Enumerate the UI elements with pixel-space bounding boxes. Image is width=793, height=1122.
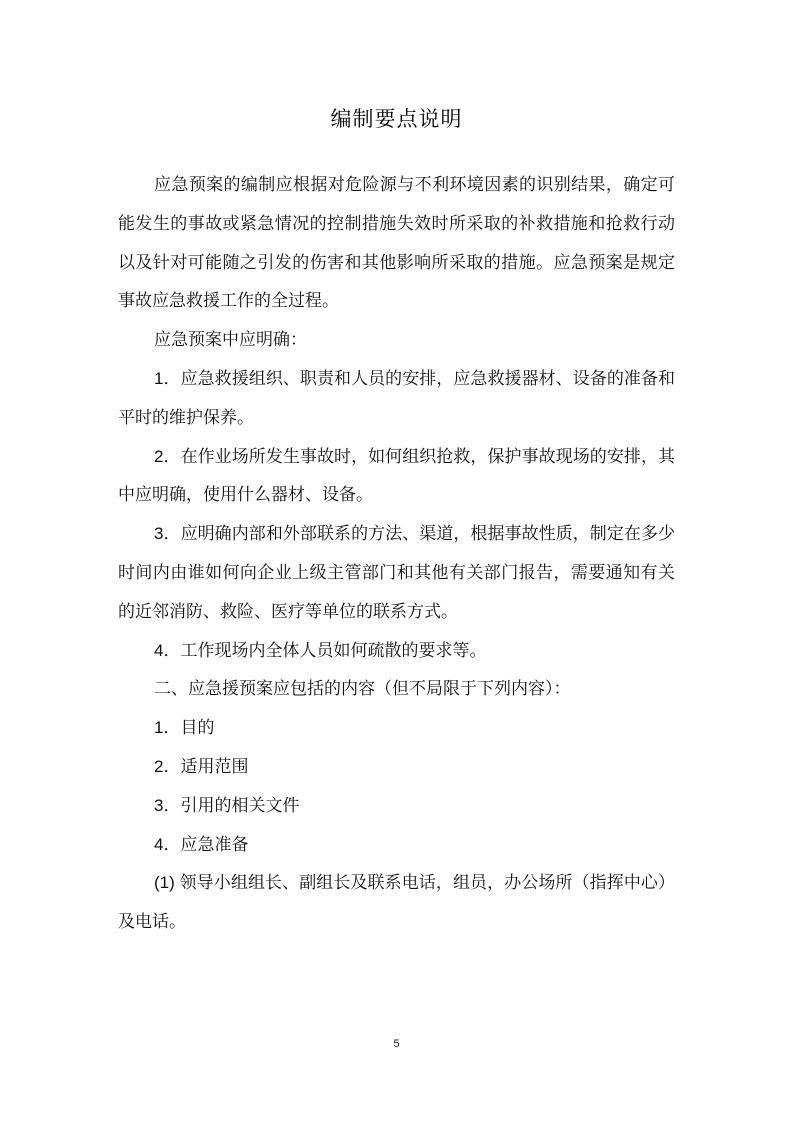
document-body	[118, 166, 675, 942]
list-item: 1．目的	[154, 718, 215, 739]
paragraph-intro: 应急预案的编制应根据对危险源与不利环境因素的识别结果，确定可能发生的事故或紧急情况的控制措施失效时所采取的补救措施和抢救行动以及针对可能随之引发的伤害和其他影响所采取的措施。应急预案是规定事故应急救援工作的全过程。	[118, 175, 675, 312]
list-item: 4．工作现场内全体人员如何疏散的要求等。	[154, 640, 487, 661]
list-item: 2．适用范围	[154, 756, 249, 777]
list-item: 3．应明确内部和外部联系的方法、渠道，根据事故性质，制定在多少时间内由谁如何向企业上级主管部门和其他有关部门报告，需要通知有关的近邻消防、救险、医疗等单位的联系方式。	[118, 524, 675, 622]
page-title: 编制要点说明	[330, 107, 463, 131]
list-item: 3．引用的相关文件	[154, 795, 300, 816]
page-number: 5	[393, 1038, 400, 1050]
section-heading: 二、应急援预案应包括的内容（但不局限于下列内容）：	[154, 679, 571, 700]
list-item: 2．在作业场所发生事故时，如何组织抢救，保护事故现场的安排，其中应明确，使用什么器材、设备。	[118, 446, 675, 506]
sub-list-item: (1) 领导小组组长、副组长及联系电话，组员，办公场所（指挥中心）及电话。	[118, 873, 676, 933]
list-item: 1．应急救援组织、职责和人员的安排，应急救援器材、设备的准备和平时的维护保养。	[118, 368, 675, 428]
paragraph-requirements-heading: 应急预案中应明确：	[154, 330, 307, 351]
list-item: 4．应急准备	[154, 834, 249, 855]
